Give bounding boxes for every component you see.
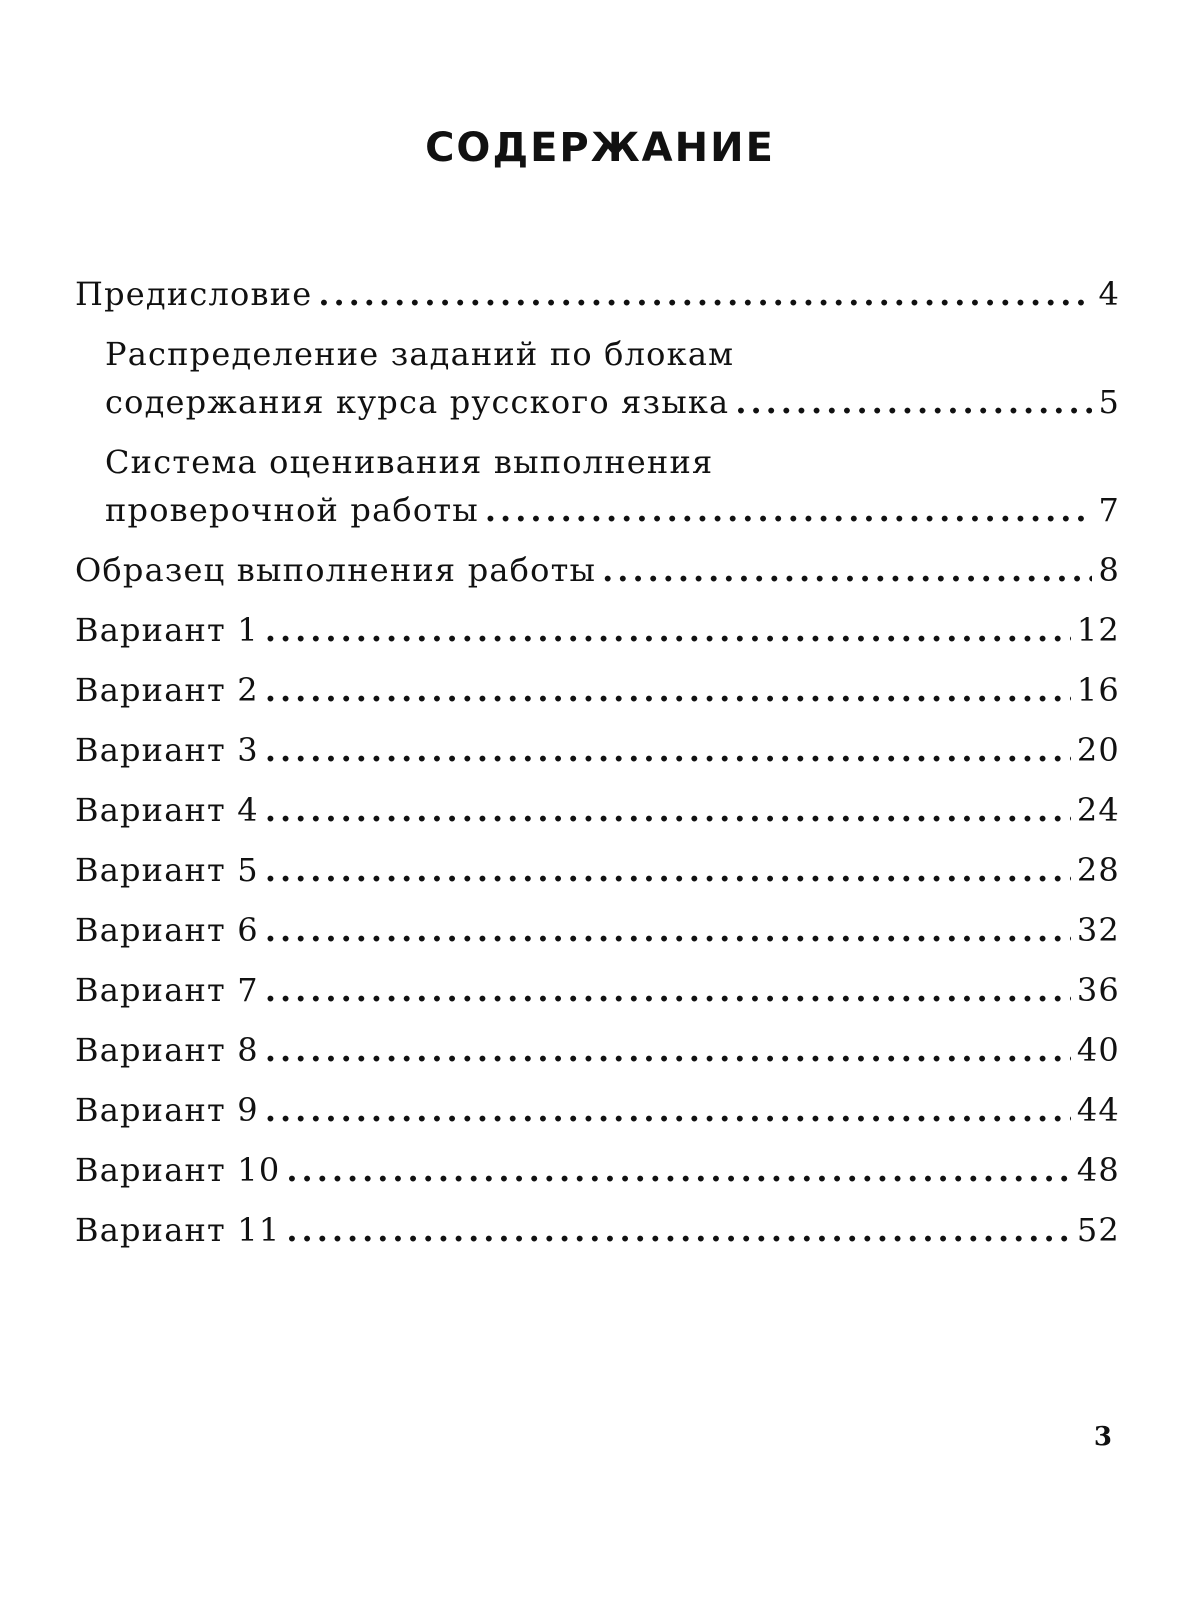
toc-entry-title: Вариант 2 (75, 671, 259, 709)
toc-entry-title: Образец выполнения работы (75, 551, 597, 589)
dot-leader (286, 1206, 1070, 1254)
toc-entry[interactable] (105, 438, 1120, 534)
toc-entry-title: Вариант 10 (75, 1151, 281, 1189)
toc-page-number: 12 (1076, 611, 1120, 649)
toc-page-number: 20 (1076, 731, 1120, 769)
page-number: 3 (1093, 1422, 1112, 1452)
toc-page-number: 16 (1076, 671, 1120, 709)
dot-leader (265, 1086, 1071, 1134)
toc-entry-title: Вариант 5 (75, 851, 259, 889)
toc-entry-title: Вариант 9 (75, 1091, 259, 1129)
toc-entry-title: содержания курса русского языка (105, 383, 730, 421)
dot-leader (265, 666, 1071, 714)
table-of-contents (75, 270, 1120, 1266)
toc-entry[interactable] (75, 1206, 1120, 1254)
dot-leader (265, 726, 1071, 774)
toc-page-number: 36 (1076, 971, 1120, 1009)
toc-entry[interactable] (75, 1026, 1120, 1074)
toc-page-number: 44 (1076, 1091, 1120, 1129)
toc-entry[interactable] (75, 606, 1120, 654)
dot-leader (265, 966, 1071, 1014)
toc-entry-title: проверочной работы (105, 491, 479, 529)
toc-page-number: 40 (1076, 1031, 1120, 1069)
toc-page-number: 32 (1076, 911, 1120, 949)
toc-entry[interactable] (75, 786, 1120, 834)
page-title: СОДЕРЖАНИЕ (425, 125, 775, 171)
toc-entry-title: Вариант 7 (75, 971, 259, 1009)
toc-page-number: 8 (1098, 551, 1120, 589)
dot-leader (265, 846, 1071, 894)
dot-leader (265, 1026, 1071, 1074)
toc-entry[interactable] (75, 726, 1120, 774)
toc-entry-title: Вариант 3 (75, 731, 259, 769)
toc-entry[interactable] (75, 546, 1120, 594)
toc-page-number: 24 (1076, 791, 1120, 829)
toc-page-number: 7 (1098, 491, 1120, 529)
dot-leader (318, 270, 1092, 318)
toc-entry-title: Предисловие (75, 275, 313, 313)
toc-page-number: 4 (1098, 275, 1120, 313)
toc-entry[interactable] (75, 1146, 1120, 1194)
toc-entry[interactable] (75, 966, 1120, 1014)
toc-entry-title: Вариант 8 (75, 1031, 259, 1069)
toc-entry[interactable] (75, 270, 1120, 318)
dot-leader (602, 546, 1092, 594)
toc-page-number: 28 (1076, 851, 1120, 889)
toc-page-number: 5 (1098, 383, 1120, 421)
toc-entry[interactable] (75, 666, 1120, 714)
toc-entry[interactable] (75, 906, 1120, 954)
toc-page-number: 48 (1076, 1151, 1120, 1189)
toc-entry[interactable] (105, 330, 1120, 426)
toc-entry-title: Вариант 1 (75, 611, 259, 649)
toc-entry[interactable] (75, 1086, 1120, 1134)
toc-entry-title-line: Распределение заданий по блокам (105, 335, 735, 373)
dot-leader (735, 378, 1092, 426)
toc-entry-title-line: Система оценивания выполнения (105, 443, 714, 481)
dot-leader (265, 906, 1071, 954)
toc-entry[interactable] (75, 846, 1120, 894)
dot-leader (485, 486, 1093, 534)
toc-entry-title: Вариант 4 (75, 791, 259, 829)
toc-entry-title: Вариант 11 (75, 1211, 281, 1249)
toc-page-number: 52 (1076, 1211, 1120, 1249)
toc-entry-title: Вариант 6 (75, 911, 259, 949)
dot-leader (265, 786, 1071, 834)
dot-leader (265, 606, 1071, 654)
dot-leader (286, 1146, 1070, 1194)
